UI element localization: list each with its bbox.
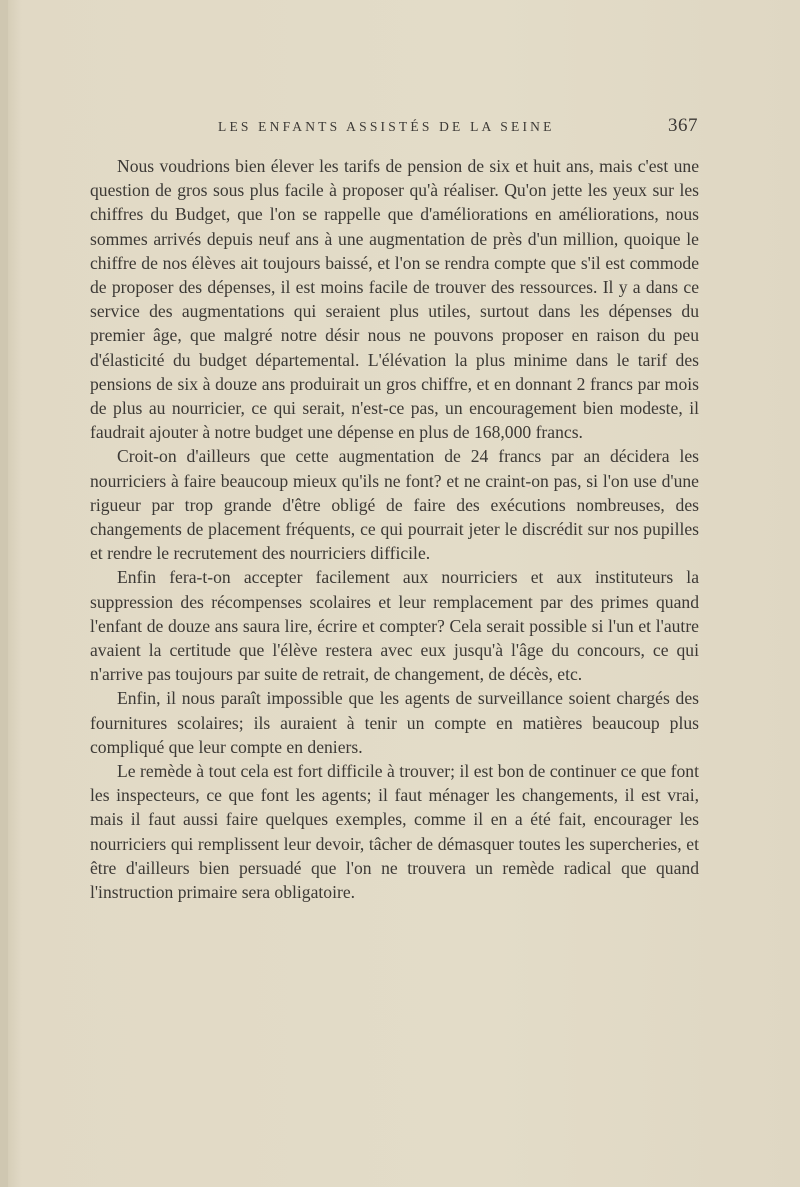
paragraph: Enfin, il nous paraît impossible que les agents de surveillance soient chargés des fournitures scolaires; ils auraient à tenir un compte en matières beaucoup plus compliqué que leur compte en deniers. [90,688,699,757]
paragraph: Croit-on d'ailleurs que cette augmentation de 24 francs par an décidera les nourriciers à faire beaucoup mieux qu'ils ne font? et ne craint-on pas, si l'on use d'une rigueur par trop grande d'être obligé de faire des exécutions nombreuses, des changements de placement fréquents, ce qui pourrait jeter le discrédit sur nos pupilles et rendre le recrutement des nourriciers difficile. [90,446,699,564]
page-header [90,115,700,139]
running-title: LES ENFANTS ASSISTÉS DE LA SEINE [218,119,555,134]
paragraph: Le remède à tout cela est fort difficile à trouver; il est bon de continuer ce que font les inspecteurs, ce que font les agents; il faut ménager les changements, il est vrai, mais il faut aussi faire quelques exemples, comme il en a été fait, encourager les nourriciers qui remplissent leur devoir, tâcher de démasquer toutes les supercheries, et être d'ailleurs bien persuadé que l'on ne trouvera un remède radical que quand l'instruction primaire sera obligatoire. [90,761,699,903]
paragraph: Nous voudrions bien élever les tarifs de pension de six et huit ans, mais c'est une question de gros sous plus facile à proposer qu'à réaliser. Qu'on jette les yeux sur les chiffres du Budget, que l'on se rappelle que d'améliorations en améliorations, nous sommes arrivés depuis neuf ans à une augmentation de près d'un million, quoique le chiffre de nos élèves ait toujours baissé, et l'on se rendra compte que s'il est commode de proposer des dépenses, il est moins facile de trouver des ressources. Il y a dans ce service des augmentations qui seraient plus utiles, surtout dans les dépenses du premier âge, que malgré notre désir nous ne pouvons proposer en raison du peu d'élasticité du budget départemental. L'élévation la plus minime dans le tarif des pensions de six à douze ans produirait un gros chiffre, et en donnant 2 francs par mois de plus au nourricier, ce qui serait, n'est-ce pas, un encouragement bien modeste, il faudrait ajouter à notre budget une dépense en plus de 168,000 francs. [90,156,699,443]
binding-gutter [0,0,8,1187]
page-number: 367 [668,115,698,136]
body-text [90,154,699,904]
paragraph: Enfin fera-t-on accepter facilement aux nourriciers et aux instituteurs la suppression des récompenses scolaires et leur remplacement par des primes quand l'enfant de douze ans saura lire, écrire et compter? Cela serait possible si l'un et l'autre avaient la certitude que l'élève restera avec eux jusqu'à l'âge du concours, ce qui n'arrive pas toujours par suite de retrait, de changement, de décès, etc. [90,567,699,685]
